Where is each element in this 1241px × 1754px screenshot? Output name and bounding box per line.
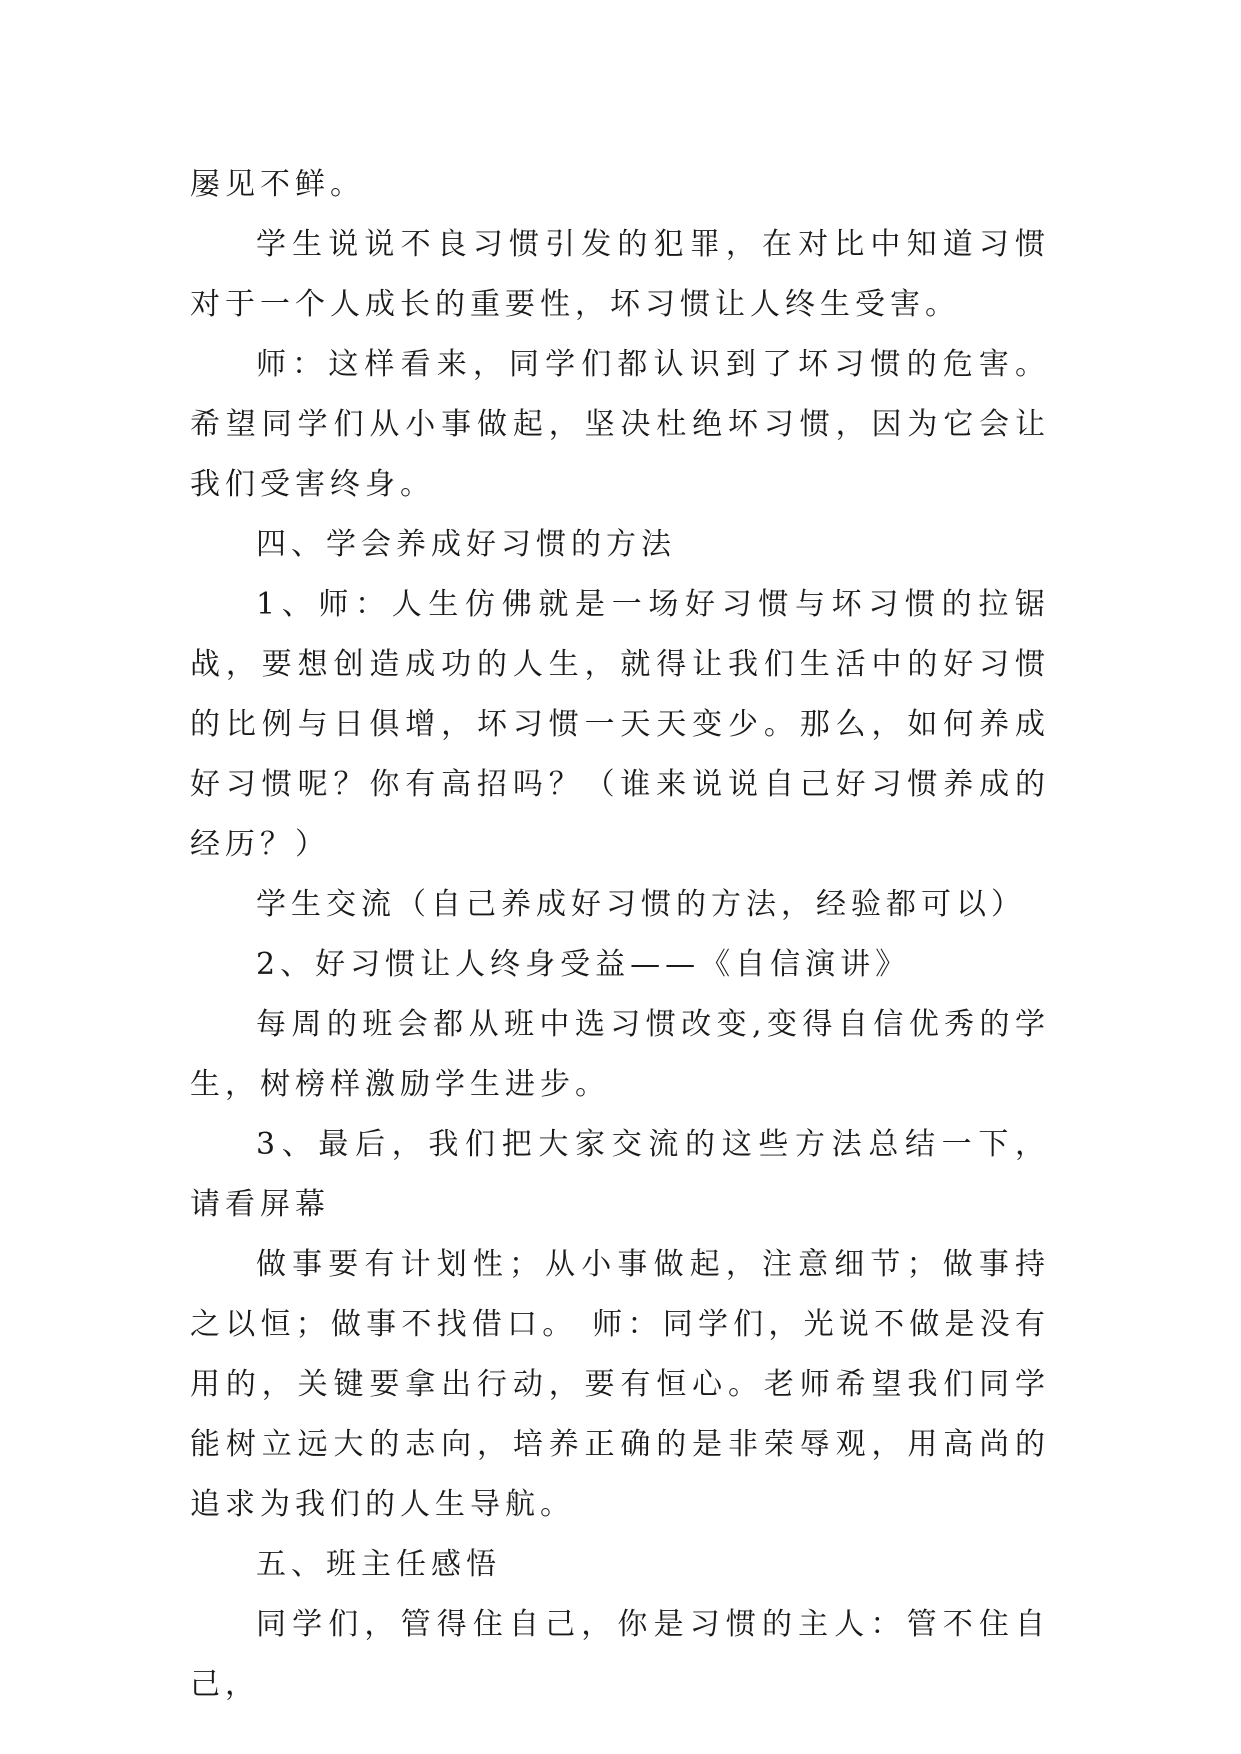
paragraph: 每周的班会都从班中选习惯改变,变得自信优秀的学生，树榜样激励学生进步。 <box>190 1007 1050 1102</box>
paragraph: 屡见不鲜。 <box>190 167 365 202</box>
paragraph: 2、好习惯让人终身受益——《自信演讲》 <box>256 947 911 982</box>
paragraph: 同学们，管得住自己，你是习惯的主人：管不住自己， <box>190 1607 1050 1702</box>
paragraph: 做事要有计划性；从小事做起，注意细节；做事持之以恒；做事不找借口。 师：同学们，光说不做是没有用的，关键要拿出行动，要有恒心。老师希望我们同学能树立远大的志向，培养正确的是非荣辱观，用高尚的追求为我们的人生导航。 <box>190 1247 1050 1522</box>
paragraph: 学生交流（自己养成好习惯的方法，经验都可以） <box>256 887 1026 922</box>
paragraph: 学生说说不良习惯引发的犯罪，在对比中知道习惯对于一个人成长的重要性，坏习惯让人终生受害。 <box>190 227 1050 322</box>
paragraph: 师：这样看来，同学们都认识到了坏习惯的危害。希望同学们从小事做起，坚决杜绝坏习惯，因为它会让我们受害终身。 <box>190 347 1050 502</box>
document-body <box>190 155 1050 1715</box>
section-heading: 五、班主任感悟 <box>256 1547 501 1582</box>
section-heading: 四、学会养成好习惯的方法 <box>256 527 676 562</box>
paragraph: 3、最后，我们把大家交流的这些方法总结一下，请看屏幕 <box>190 1127 1050 1222</box>
paragraph: 1、师：人生仿佛就是一场好习惯与坏习惯的拉锯战，要想创造成功的人生，就得让我们生活中的好习惯的比例与日俱增，坏习惯一天天变少。那么，如何养成好习惯呢？你有高招吗？（谁来说说自己好习惯养成的经历？） <box>190 587 1050 862</box>
